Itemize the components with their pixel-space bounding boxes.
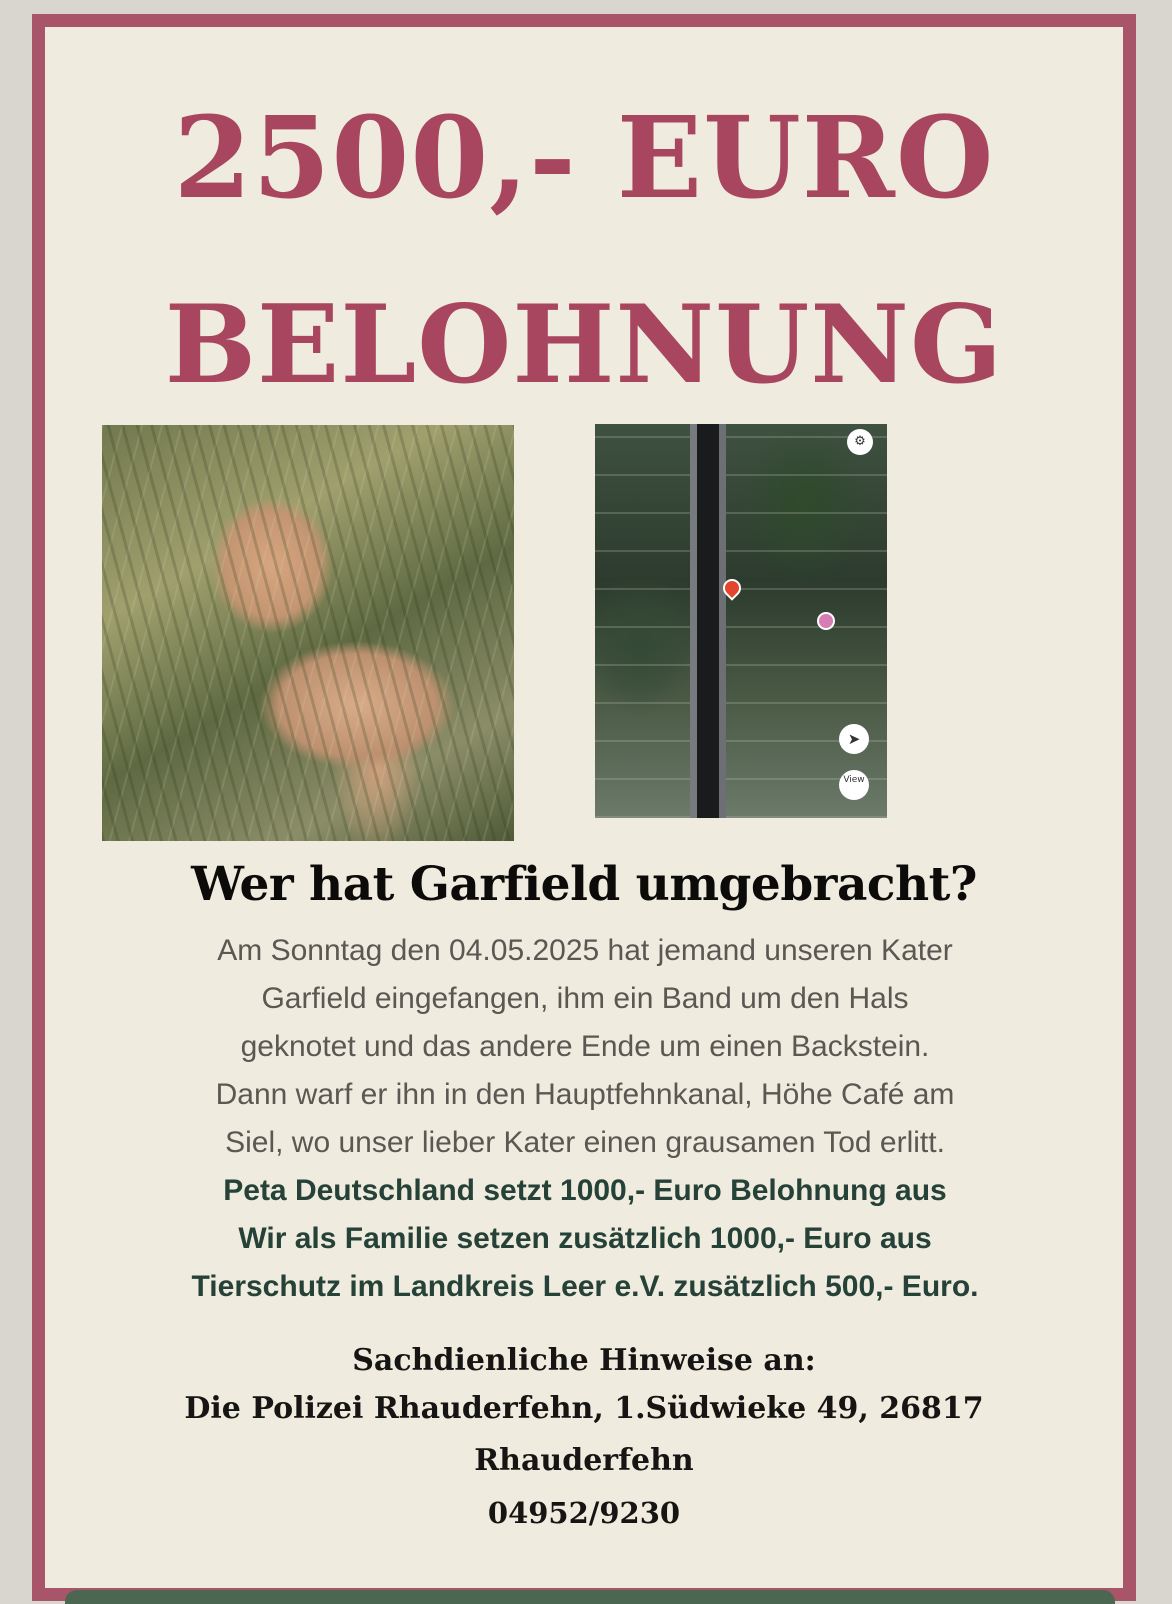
reward-amount-heading: 2500,- EURO bbox=[173, 93, 995, 224]
missing-cat-poster bbox=[32, 14, 1136, 1601]
gear-icon: ⚙ bbox=[847, 429, 873, 455]
police-phone-number: 04952/9230 bbox=[487, 1496, 681, 1530]
question-heading: Wer hat Garfield umgebracht? bbox=[191, 857, 977, 912]
bottom-strip bbox=[65, 1590, 1115, 1604]
street-view-icon bbox=[839, 770, 869, 800]
story-line: Am Sonntag den 04.05.2025 hat jemand unseren Kater bbox=[217, 934, 953, 967]
navigation-arrow-icon: ➤ bbox=[839, 724, 869, 754]
contact-label: Sachdienliche Hinweise an: bbox=[352, 1343, 816, 1378]
story-line: Dann warf er ihn in den Hauptfehnkanal, Höhe Café am bbox=[215, 1078, 955, 1111]
police-address: Die Polizei Rhauderfehn, 1.Südwieke 49, 26817 bbox=[184, 1391, 984, 1426]
story-line: Garfield eingefangen, ihm ein Band um den Hals bbox=[261, 982, 909, 1015]
cat-photo bbox=[102, 425, 514, 841]
reward-heading: BELOHNUNG bbox=[164, 282, 1004, 408]
street-view-label: View bbox=[843, 775, 865, 785]
reward-line: Wir als Familie setzen zusätzlich 1000,- Euro aus bbox=[238, 1222, 932, 1255]
police-city: Rhauderfehn bbox=[474, 1443, 694, 1478]
reward-breakdown bbox=[65, 1167, 1105, 1311]
grass-texture bbox=[102, 425, 514, 841]
story-line: Siel, wo unser lieber Kater einen grausamen Tod erlitt. bbox=[225, 1126, 945, 1159]
reward-line: Peta Deutschland setzt 1000,- Euro Belohnung aus bbox=[223, 1174, 947, 1207]
satellite-map-photo bbox=[595, 424, 887, 818]
incident-description bbox=[65, 927, 1105, 1167]
point-of-interest-icon bbox=[817, 612, 835, 630]
poster-content bbox=[45, 27, 1123, 1588]
location-pin-icon bbox=[719, 575, 744, 600]
story-line: geknotet und das andere Ende um einen Backstein. bbox=[240, 1030, 930, 1063]
reward-line: Tierschutz im Landkreis Leer e.V. zusätzlich 500,- Euro. bbox=[191, 1270, 979, 1303]
